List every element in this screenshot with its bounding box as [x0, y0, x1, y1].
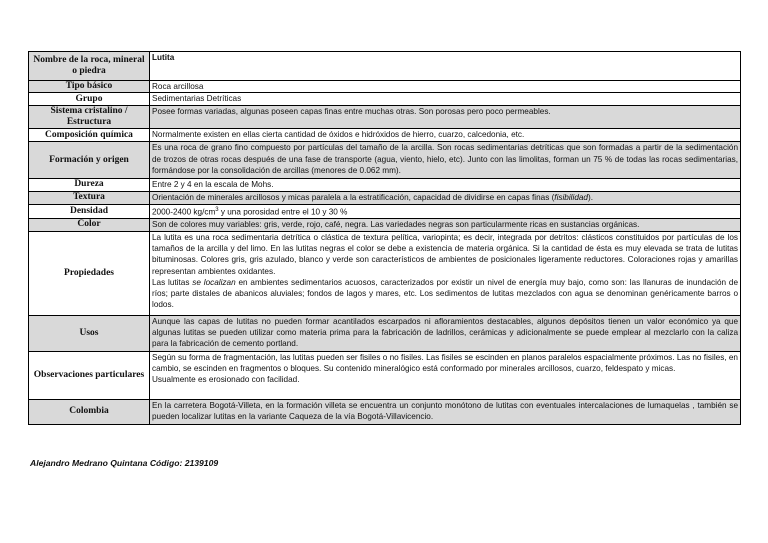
label-propiedades: Propiedades: [29, 231, 150, 315]
value-observaciones: [150, 351, 741, 399]
textura-italic: fisibilidad: [554, 192, 588, 202]
propiedades-p1: La lutita es una roca sedimentaria detrítica o clástica de textura pelítica, variopinta; es decir, integrada por detritos: clásticos constituidos por partículas de los tamaños de la arcilla y del limo. En las lutitas negras el color se debe a existencia de materia orgánica. Si la cantidad de ésta es muy elevada se trata de lutitas bituminosas. Colores gris, gris azulado, blanco y verde son característicos de ambientes de posicionales ligeramente reductores. Coloraciones rojas y amarillas representan ambientes oxidantes.: [152, 232, 738, 276]
rock-info-sheet: [28, 51, 741, 425]
row-propiedades: [29, 231, 741, 315]
propiedades-p2-italic: se localizan: [192, 277, 236, 287]
label-usos: Usos: [29, 315, 150, 351]
value-composicion: Normalmente existen en ellas cierta cantidad de óxidos e hidróxidos de hierro, cuarzo, calcedonia, etc.: [150, 129, 741, 142]
row-composicion: [29, 129, 741, 142]
observaciones-p1: Según su forma de fragmentación, las lutitas pueden ser fisiles o no fisiles. Las fisiles se escinden en planos paralelos espacialmente próximos. Las no fisiles, en cambio, se escinden en fragmentos o bloques. Su contenido mineralógico está conformado por minerales arcillosos, cuarzo, feldespato y micas.: [152, 352, 738, 373]
label-dureza: Dureza: [29, 179, 150, 191]
rock-info-table: [28, 51, 741, 425]
densidad-sup: 3: [215, 206, 219, 213]
row-formacion: [29, 142, 741, 179]
row-sistema: [29, 106, 741, 129]
label-textura: Textura: [29, 191, 150, 204]
value-propiedades: [150, 231, 741, 315]
value-densidad: [150, 204, 741, 218]
label-nombre: Nombre de la roca, mineral o piedra: [29, 52, 150, 81]
row-nombre: [29, 52, 741, 81]
observaciones-p2: Usualmente es erosionado con facilidad.: [152, 375, 300, 385]
densidad-text: 2000-2400 kg/cm: [152, 207, 216, 217]
label-observaciones: Observaciones particulares: [29, 351, 150, 399]
label-sistema: Sistema cristalino / Estructura: [29, 106, 150, 129]
label-grupo: Grupo: [29, 93, 150, 106]
value-sistema: Posee formas variadas, algunas poseen capas finas entre muchas otras. Son porosas pero poco permeables.: [150, 106, 741, 129]
row-grupo: [29, 93, 741, 106]
row-colombia: [29, 399, 741, 424]
author-footer: Alejandro Medrano Quintana Código: 2139109: [30, 458, 219, 468]
row-color: [29, 218, 741, 231]
label-densidad: Densidad: [29, 204, 150, 218]
label-tipo: Tipo básico: [29, 81, 150, 93]
row-dureza: [29, 179, 741, 191]
propiedades-p2-post: en ambientes sedimentarios acuosos, caracterizados por existir un nivel de energía muy bajo, como son: las llanuras de inundación de ríos; parte distales de abanicos aluviales; fondos de lagos y mares, etc. Los sedimentos de lutitas mezclados con agua se denominan genéricamente barros o lodos.: [152, 277, 739, 310]
value-tipo: Roca arcillosa: [150, 81, 741, 93]
row-textura: [29, 191, 741, 204]
value-textura: [150, 191, 741, 204]
propiedades-p2: [152, 277, 738, 311]
row-tipo: [29, 81, 741, 93]
propiedades-p2-pre: Las lutitas: [152, 277, 193, 287]
label-formacion: Formación y origen: [29, 142, 150, 179]
value-formacion: Es una roca de grano fino compuesto por partículas del tamaño de la arcilla. Son rocas sedimentarias detríticas que son formadas a partir de la sedimentación de trozos de otras rocas después de una fase de transporte (agua, viento, hielo, etc). Junto con las limolitas, forman un 75 % de todas las rocas sedimentarias, formándose por la consolidación de arcillas (menores de 0.062 mm).: [150, 142, 741, 179]
label-colombia: Colombia: [29, 399, 150, 424]
densidad-post: y una porosidad entre el 10 y 30 %: [218, 207, 348, 217]
value-grupo: Sedimentarias Detríticas: [150, 93, 741, 106]
value-usos: Aunque las capas de lutitas no pueden formar acantilados escarpados ni afloramientos destacables, algunos depósitos tienen un valor económico ya que algunas lutitas se pueden utilizar como materia prima para la fabricación de ladrillos, cerámicas y adicionalmente se puede emplear al mezclarlo con la caliza para la fabricación de cemento portland.: [150, 315, 741, 351]
value-colombia: En la carretera Bogotá-Villeta, en la formación villeta se encuentra un conjunto monótono de lutitas con eventuales intercalaciones de lumaquelas , también se pueden localizar lutitas en la variante Caqueza de la vía Bogotá-Villavicencio.: [150, 399, 741, 424]
row-densidad: [29, 204, 741, 218]
label-composicion: Composición química: [29, 129, 150, 142]
row-observaciones: [29, 351, 741, 399]
row-usos: [29, 315, 741, 351]
textura-text: Orientación de minerales arcillosos y micas paralela a la estratificación, capacidad de dividirse en capas finas (: [152, 192, 555, 202]
label-color: Color: [29, 218, 150, 231]
value-nombre: Lutita: [150, 52, 741, 81]
textura-end: ).: [587, 192, 593, 202]
value-dureza: Entre 2 y 4 en la escala de Mohs.: [150, 179, 741, 191]
value-color: Son de colores muy variables: gris, verde, rojo, café, negra. Las variedades negras son particularmente ricas en sustancias orgánicas.: [150, 218, 741, 231]
